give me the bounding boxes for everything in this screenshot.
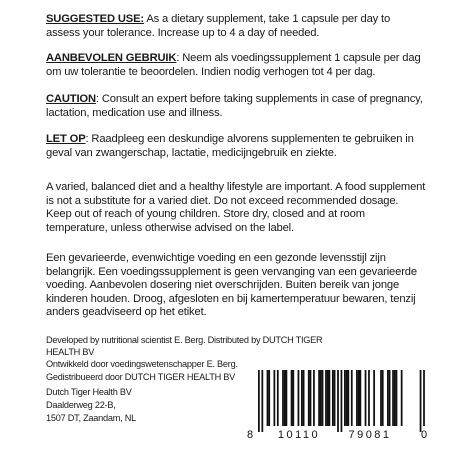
barcode-bar: [365, 370, 367, 426]
barcode-bar: [261, 370, 263, 432]
barcode-bar: [387, 370, 389, 426]
barcode-bar: [337, 370, 339, 432]
barcode-bar: [268, 370, 270, 426]
barcode-bar: [301, 370, 303, 426]
barcode-bar: [401, 370, 403, 426]
barcode-bar: [332, 370, 334, 426]
caution-heading: CAUTION: [46, 93, 96, 105]
credits-line-nl-2: Gedistribueerd door DUTCH TIGER HEALTH BV: [46, 371, 236, 382]
let-op-heading: LET OP: [46, 133, 86, 145]
suggested-use-heading: SUGGESTED USE:: [46, 13, 144, 25]
barcode-bar: [356, 370, 358, 426]
ean13-barcode: [244, 368, 430, 442]
suggested-use-text: As a dietary supplement, take 1 capsule per day to assess your tolerance. Increase up to 4 a day of needed.: [46, 13, 391, 39]
barcode-bar: [423, 370, 425, 426]
caution-text: : Consult an expert before taking supplements in case of pregnancy, lactation, medication use and illness.: [46, 93, 423, 119]
barcode-bars: [258, 370, 425, 432]
barcode-bar: [347, 370, 349, 426]
barcode-bar: [368, 370, 370, 426]
barcode-first-digit: 8: [246, 429, 254, 441]
company-name: Dutch Tiger Health BV: [46, 387, 132, 397]
barcode-bar: [267, 370, 269, 426]
aanbevolen-gebruik-heading: AANBEVOLEN GEBRUIK: [46, 52, 177, 64]
credits-line-nl-1: Ontwikkeld door voedingswetenschapper E. Berg.: [46, 359, 238, 370]
barcode-bar: [389, 370, 391, 426]
barcode-bar: [322, 370, 324, 426]
barcode-bar: [358, 370, 360, 426]
company-address: [46, 386, 226, 425]
barcode-bar: [420, 370, 422, 432]
barcode-bar: [286, 370, 288, 426]
barcode-bar: [310, 370, 312, 426]
barcode-graphic: [244, 368, 430, 442]
barcode-bar: [392, 370, 394, 426]
barcode-bar: [394, 370, 396, 426]
barcode-bar: [359, 370, 361, 426]
suggested-use-nl: [46, 52, 426, 79]
aanbevolen-gebruik-text: : Neem als voedingssupplement 1 capsule per dag om uw tolerantie te beoordelen. Indien nodig verhogen tot 4 per dag.: [46, 52, 421, 78]
barcode-bar: [341, 370, 343, 432]
caution-nl: [46, 133, 426, 160]
barcode-bar: [320, 370, 322, 426]
barcode-bar: [292, 370, 294, 426]
notice-nl: Een gevarieerde, evenwichtige voeding en een gezonde levensstijl zijn belangrijk. Een voedingssupplement is geen vervanging van een gevarieerde voeding. Aanbevolen dosering niet overschrijden. Buiten bereik van jonge kinderen houden. Droog, afgesloten en bij kamertemperatuur bewaren, tenzij anders geadviseerd op het etiket.: [46, 252, 417, 319]
barcode-bar: [329, 370, 331, 426]
barcode-bar: [291, 370, 293, 426]
barcode-bar: [277, 370, 279, 426]
barcode-bar: [334, 370, 336, 426]
barcode-left-digits: 10110: [277, 429, 321, 441]
barcode-bar: [258, 370, 260, 432]
barcode-bar: [380, 370, 382, 426]
barcode-right-digits: 79081: [348, 429, 392, 441]
barcode-bar: [325, 370, 327, 426]
barcode-bar: [344, 370, 346, 426]
barcode-bar: [382, 370, 384, 426]
suggested-use-en: [46, 13, 426, 40]
barcode-bar: [282, 370, 284, 426]
barcode-bar: [308, 370, 310, 426]
company-street: Daalderweg 22-B,: [46, 400, 116, 410]
barcode-bar: [373, 370, 375, 426]
barcode-bar: [346, 370, 348, 426]
barcode-bar: [273, 370, 275, 426]
barcode-bar: [313, 370, 315, 426]
barcode-bar: [284, 370, 286, 426]
barcode-check-digit: 0: [420, 429, 428, 441]
barcode-bar: [351, 370, 353, 426]
barcode-bar: [303, 370, 305, 426]
let-op-text: : Raadpleeg een deskundige alvorens supplementen te gebruiken in geval van zwangerschap, lactatie, medicijngebruik en ziekte.: [46, 133, 414, 159]
notice-en: A varied, balanced diet and a healthy lifestyle are important. A food supplement is not a substitute for a varied diet. Do not exceed recommended dosage. Keep out of reach of young children. Store dry, closed and at room temperature, unless otherwise advised on the label.: [46, 181, 426, 234]
barcode-bar: [298, 370, 300, 426]
company-city: 1507 DT, Zaandam, NL: [46, 413, 136, 423]
barcode-bar: [327, 370, 329, 426]
barcode-bar: [318, 370, 320, 426]
caution-en: [46, 93, 426, 120]
barcode-bar: [396, 370, 398, 426]
credits-line-en: Developed by nutritional scientist E. Berg. Distributed by DUTCH TIGER HEALTH BV: [46, 335, 323, 358]
